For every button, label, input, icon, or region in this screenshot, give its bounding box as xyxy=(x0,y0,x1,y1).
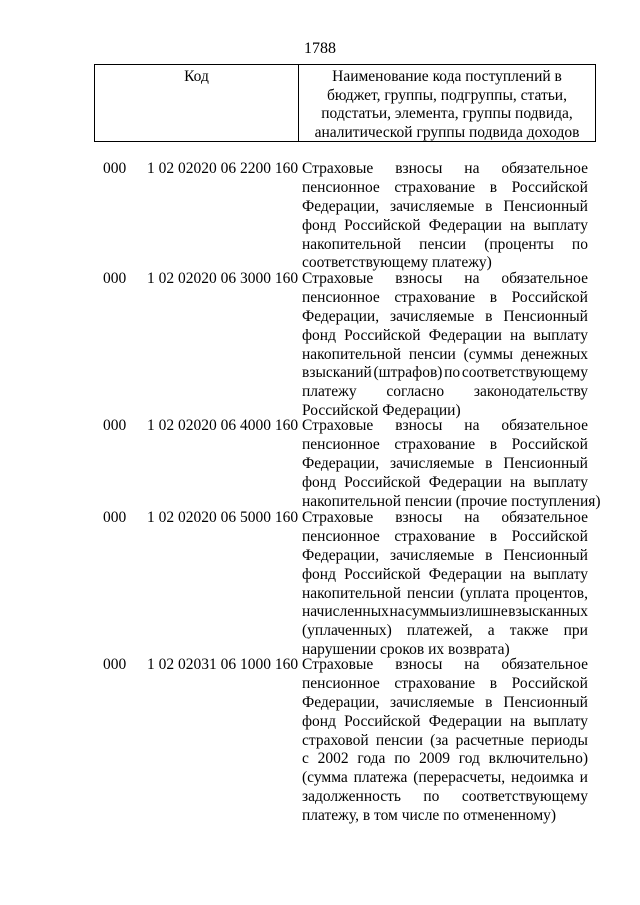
description-word: зачисляемые xyxy=(390,454,475,472)
description-line xyxy=(302,509,588,528)
description-line xyxy=(302,566,588,585)
description-word: Федерации, xyxy=(302,307,380,325)
description-word: Пенсионный xyxy=(503,693,588,711)
admin-code: 000 xyxy=(103,270,127,287)
description-word: Федерации xyxy=(428,473,502,491)
description-word: выплату xyxy=(533,326,588,344)
description-word: по xyxy=(394,750,411,768)
description-word: в xyxy=(489,178,498,196)
description-word: начисленных xyxy=(302,603,389,621)
description-word: в xyxy=(485,693,493,711)
description-word: (штрафов) xyxy=(373,364,443,382)
description-word: (перерасчеты, xyxy=(413,769,506,787)
description-word: накопительной xyxy=(302,345,402,363)
description-line xyxy=(302,474,588,493)
description-line xyxy=(302,622,588,641)
description-word: страхование xyxy=(394,674,476,692)
description-word: недоимка xyxy=(510,769,574,787)
table-header xyxy=(94,64,596,142)
description-word: год xyxy=(458,750,480,768)
description-word: пенсии xyxy=(375,731,423,749)
description-word: Федерации, xyxy=(302,197,380,215)
description-word: накопительной xyxy=(302,235,402,253)
description-word: фонд xyxy=(302,565,336,583)
description-word: на xyxy=(389,603,405,621)
description-word: Пенсионный xyxy=(503,454,588,472)
description-word: взносы xyxy=(395,160,443,177)
description-word: платежу xyxy=(302,383,357,401)
description-word: Федерации, xyxy=(302,693,380,711)
admin-code: 000 xyxy=(103,509,127,526)
description-word: пенсии xyxy=(419,235,467,253)
description-word: Пенсионный xyxy=(503,546,588,564)
description-word: страхование xyxy=(394,435,476,453)
description-word: взысканных xyxy=(508,603,588,621)
income-code: 1 02 02020 06 5000 160 xyxy=(147,509,299,526)
description-word: Страховые xyxy=(302,656,374,673)
description-word: в xyxy=(489,674,498,692)
description-word: Российской xyxy=(511,288,588,306)
description-word: законодательству xyxy=(473,383,588,401)
header-code-column: Код xyxy=(95,65,299,141)
description-line xyxy=(302,455,588,474)
description-word: согласно xyxy=(386,383,445,401)
description-word: обязательное xyxy=(501,656,588,673)
description-word: выплату xyxy=(533,216,588,234)
description-word: в xyxy=(485,454,493,472)
admin-code: 000 xyxy=(103,417,127,434)
description-line xyxy=(302,675,588,694)
description-word: Федерации, xyxy=(302,546,380,564)
description-line xyxy=(302,732,588,751)
description-word: Российской xyxy=(511,178,588,196)
description-line xyxy=(302,417,588,436)
income-code: 1 02 02020 06 2200 160 xyxy=(147,160,299,177)
description-word: расчетные xyxy=(455,731,524,749)
description-word: на xyxy=(510,326,526,344)
description-word: фонд xyxy=(302,712,336,730)
description-word: пенсии xyxy=(407,584,454,602)
description-word: на xyxy=(510,565,526,583)
income-description xyxy=(302,656,588,826)
description-line xyxy=(302,436,588,455)
description-word: включительно) xyxy=(488,750,588,768)
description-word: взносы xyxy=(395,656,443,673)
header-name-column: Наименование кода поступлений в бюджет, группы, подгруппы, статьи, подстатьи, элемента, группы подвида, аналитической группы подвида доходов xyxy=(314,68,580,141)
description-word: фонд xyxy=(302,216,336,234)
description-word: Пенсионный xyxy=(503,197,588,215)
description-line xyxy=(302,160,588,179)
description-word: пенсионное xyxy=(302,674,380,692)
description-line xyxy=(302,788,588,807)
description-word: выплату xyxy=(533,565,588,583)
description-line xyxy=(302,656,588,675)
income-code: 1 02 02020 06 4000 160 xyxy=(147,417,299,434)
description-word: зачисляемые xyxy=(390,546,475,564)
description-line xyxy=(302,327,588,346)
description-word: в xyxy=(489,527,498,545)
description-line xyxy=(302,750,588,769)
description-word: Федерации xyxy=(428,712,502,730)
description-word: Российской xyxy=(344,326,421,344)
description-line: накопительной пенсии (прочие поступления) xyxy=(302,492,601,510)
description-word: обязательное xyxy=(501,270,588,287)
description-word: выплату xyxy=(533,712,588,730)
description-word: страхование xyxy=(394,527,476,545)
income-code: 1 02 02031 06 1000 160 xyxy=(147,656,299,673)
description-line xyxy=(302,547,588,566)
description-word: по xyxy=(444,364,461,382)
description-word: Федерации xyxy=(428,565,502,583)
description-word: страхование xyxy=(394,288,476,306)
description-word: 2002 xyxy=(317,750,349,768)
description-line xyxy=(302,346,588,365)
admin-code: 000 xyxy=(103,656,127,673)
description-word: суммы xyxy=(405,603,450,621)
description-word: излишне xyxy=(450,603,508,621)
description-word: в xyxy=(489,435,498,453)
description-word: пенсионное xyxy=(302,288,380,306)
income-description xyxy=(302,417,601,511)
description-word: и xyxy=(579,769,588,787)
description-word: зачисляемые xyxy=(390,197,475,215)
description-word: Страховые xyxy=(302,270,374,287)
description-word: с xyxy=(302,750,309,768)
description-word: фонд xyxy=(302,473,336,491)
description-line xyxy=(302,364,588,383)
description-word: Российской xyxy=(511,527,588,545)
description-line xyxy=(302,198,588,217)
description-word: обязательное xyxy=(501,160,588,177)
description-word: Федерации, xyxy=(302,454,380,472)
description-word: Страховые xyxy=(302,417,374,434)
description-word: на xyxy=(510,473,526,491)
description-word: соответствующему xyxy=(461,788,588,806)
description-word: Пенсионный xyxy=(503,307,588,325)
description-word: фонд xyxy=(302,326,336,344)
income-description xyxy=(302,509,588,660)
description-word: выплату xyxy=(533,473,588,491)
description-line xyxy=(302,713,588,732)
description-line: Российской Федерации) xyxy=(302,402,461,420)
description-word: в xyxy=(489,288,498,306)
description-line xyxy=(302,528,588,547)
description-line xyxy=(302,603,588,622)
description-word: Страховые xyxy=(302,509,374,526)
description-word: (за xyxy=(430,731,449,749)
description-word: года xyxy=(357,750,386,768)
page-number: 1788 xyxy=(304,40,336,57)
description-line xyxy=(302,383,588,402)
description-word: платежа xyxy=(353,769,408,787)
admin-code: 000 xyxy=(103,160,127,177)
description-word: (уплаченных) xyxy=(302,622,392,640)
description-word: в xyxy=(485,197,493,215)
description-line xyxy=(302,217,588,236)
description-word: по xyxy=(571,235,588,253)
description-word: пенсионное xyxy=(302,178,380,196)
description-word: взносы xyxy=(395,270,443,287)
description-word: пенсионное xyxy=(302,435,380,453)
description-word: по xyxy=(423,788,440,806)
description-word: (уплата xyxy=(459,584,510,602)
description-line xyxy=(302,270,588,289)
description-word: на xyxy=(464,417,480,434)
description-word: зачисляемые xyxy=(390,693,475,711)
description-line xyxy=(302,308,588,327)
income-description xyxy=(302,270,588,421)
description-word: Страховые xyxy=(302,160,374,177)
description-line: нарушении сроков их возврата) xyxy=(302,641,510,659)
description-word: пенсии xyxy=(408,345,456,363)
description-word: взносы xyxy=(395,509,443,526)
description-word: денежных xyxy=(520,345,588,363)
description-word: Российской xyxy=(344,712,421,730)
description-word: Федерации xyxy=(428,216,502,234)
description-line xyxy=(302,769,588,788)
description-word: платежей, xyxy=(406,622,473,640)
description-line xyxy=(302,585,588,604)
description-word: задолженность xyxy=(302,788,402,806)
description-word: в xyxy=(485,307,493,325)
income-code: 1 02 02020 06 3000 160 xyxy=(147,270,299,287)
description-word: также xyxy=(509,622,549,640)
description-word: на xyxy=(464,160,480,177)
description-word: пенсионное xyxy=(302,527,380,545)
description-word: (суммы xyxy=(463,345,514,363)
description-word: (проценты xyxy=(484,235,554,253)
description-word: обязательное xyxy=(501,509,588,526)
description-word: процентов, xyxy=(515,584,588,602)
description-line xyxy=(302,694,588,713)
description-line: соответствующему платежу) xyxy=(302,254,492,272)
description-word: на xyxy=(510,216,526,234)
description-word: на xyxy=(464,509,480,526)
description-word: зачисляемые xyxy=(390,307,475,325)
description-line xyxy=(302,236,588,255)
description-word: взносы xyxy=(395,417,443,434)
description-word: страховой xyxy=(302,731,369,749)
description-word: взысканий xyxy=(302,364,372,382)
description-word: обязательное xyxy=(501,417,588,434)
description-word: а xyxy=(487,622,495,640)
description-line xyxy=(302,289,588,308)
description-word: накопительной xyxy=(302,584,402,602)
description-word: Федерации xyxy=(428,326,502,344)
description-word: 2009 xyxy=(418,750,450,768)
description-word: на xyxy=(464,656,480,673)
description-word: Российской xyxy=(344,216,421,234)
description-word: Российской xyxy=(511,674,588,692)
description-word: на xyxy=(510,712,526,730)
description-word: страхование xyxy=(394,178,476,196)
income-description xyxy=(302,160,588,273)
description-word: соответствующему xyxy=(461,364,588,382)
description-word: Российской xyxy=(511,435,588,453)
description-word: периоды xyxy=(531,731,588,749)
description-word: на xyxy=(464,270,480,287)
description-line xyxy=(302,179,588,198)
description-word: (сумма xyxy=(302,769,348,787)
description-word: Российской xyxy=(344,565,421,583)
description-line: платежу, в том числе по отмененному) xyxy=(302,807,557,825)
description-word: в xyxy=(485,546,493,564)
description-word: Российской xyxy=(344,473,421,491)
description-word: при xyxy=(563,622,588,640)
